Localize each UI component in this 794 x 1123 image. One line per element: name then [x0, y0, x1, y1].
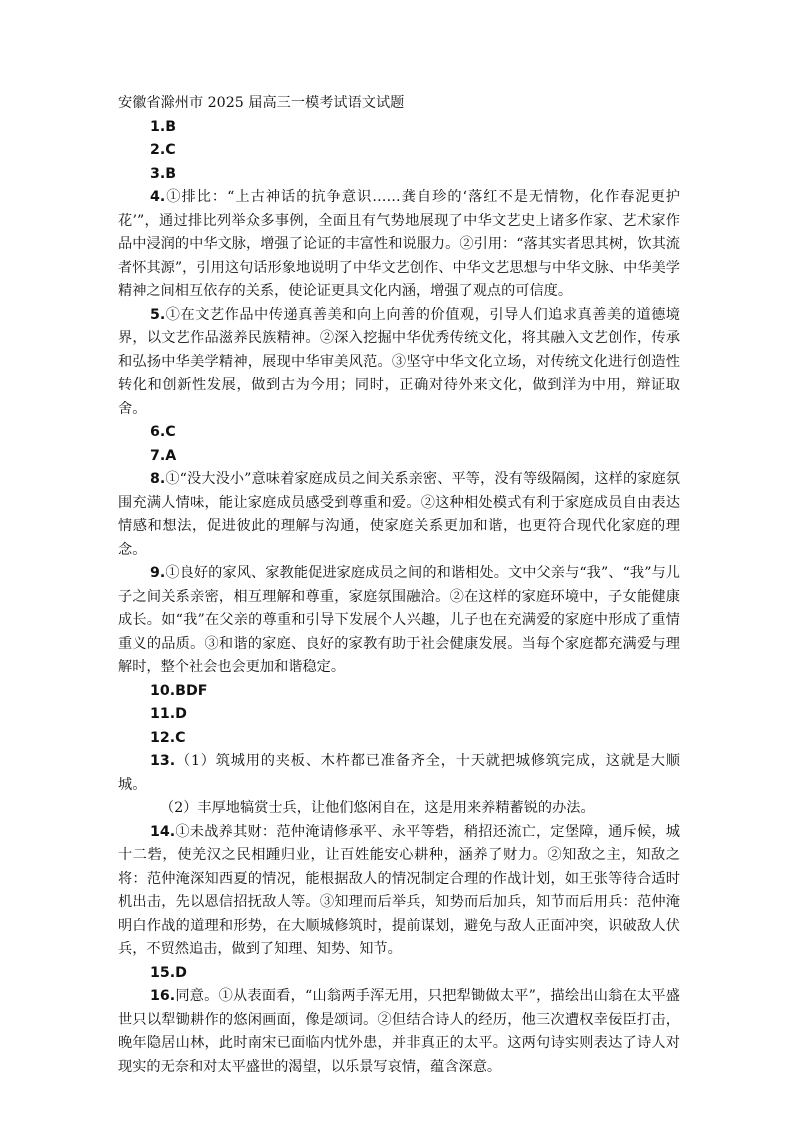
- answer-text: C: [165, 424, 176, 440]
- answer-number: 2.: [150, 142, 166, 158]
- answer-item-13-part-2: （2）丰厚地犒赏士兵，让他们悠闲自在，这是用来养精蓄锐的办法。: [160, 800, 595, 816]
- answer-text: （1）筑城用的夹板、木杵都已准备齐全，十天就把城修筑完成，这就是大顺城。: [118, 753, 680, 793]
- answer-item-4: [118, 186, 680, 304]
- answer-text: C: [175, 729, 186, 746]
- answer-number: 8.: [150, 471, 166, 487]
- answer-item-6: [118, 421, 680, 445]
- answer-item-1: [118, 116, 680, 140]
- answer-number: 4.: [150, 189, 166, 205]
- answer-text: ①未战养其财：范仲淹请修承平、永平等砦，稍招还流亡，定堡障，通斥候，城十二砦，使羌汉之民相踵归业，让百姓能安心耕种，涵养了财力。②知敌之主，知敌之将：范仲淹深知西夏的情况，能根据敌人的情况制定合理的作战计划，如王张等待合适时机出击，先以恩信招抚敌人等。③知理而后举兵，知势而后加兵，知节而后用兵：范仲淹明白作战的道理和形势，在大顺城修筑时，提前谋划，避免与敌人正面冲突，识破敌人伏兵，不贸然追击，做到了知理、知势、知节。: [118, 823, 680, 957]
- answer-number: 14.: [150, 823, 176, 840]
- answer-text: ①排比：“上古神话的抗争意识……龚自珍的‘落红不是无情物，化作春泥更护花’”，通过排比列举众多事例，全面且有气势地展现了中华文艺史上诸多作家、艺术家作品中浸润的中华文脉，增强了论证的丰富性和说服力。②引用：“落其实者思其树，饮其流者怀其源”，引用这句话形象地说明了中华文艺创作、中华文艺思想与中华文脉、中华美学精神之间相互依存的关系，使论证更具文化内涵，增强了观点的可信度。: [118, 189, 680, 299]
- answer-number: 10.: [150, 682, 176, 699]
- answer-number: 13.: [150, 753, 176, 769]
- answer-text: B: [165, 165, 177, 182]
- answer-text: 同意。①从表面看，“山翁两手浑无用，只把犁锄做太平”，描绘出山翁在太平盛世只以犁锄耕作的悠闲画面，像是颂词。②但结合诗人的经历，他三次遭权幸佞臣打击，晚年隐居山林，此时南宋已面临内忧外患，并非真正的太平。这两句诗实则表达了诗人对现实的无奈和对太平盛世的渴望，以乐景写哀情，蕴含深意。: [118, 988, 680, 1075]
- answer-text: D: [175, 964, 187, 981]
- answer-item-11: [118, 703, 680, 727]
- answer-item-16: [118, 985, 680, 1079]
- answer-number: 16.: [150, 988, 176, 1004]
- answer-text: BDF: [175, 682, 208, 699]
- answer-item-12: [118, 727, 680, 751]
- answer-item-5: [118, 304, 680, 422]
- answer-item-15: [118, 962, 680, 986]
- answer-number: 11.: [150, 706, 176, 722]
- answer-item-7: [118, 445, 680, 469]
- answer-text: D: [175, 706, 187, 722]
- answer-number: 3.: [150, 165, 166, 182]
- document-title: 安徽省滁州市 2025 届高三一模考试语文试题: [118, 95, 405, 111]
- answer-number: 1.: [150, 118, 166, 135]
- answer-number: 7.: [150, 447, 166, 464]
- answer-text: B: [165, 118, 177, 135]
- answer-item-2: [118, 139, 680, 163]
- answer-text: C: [165, 142, 176, 158]
- answer-text: A: [165, 447, 177, 464]
- answer-number: 5.: [150, 306, 166, 323]
- answer-number: 15.: [150, 964, 176, 981]
- answer-item-9: [118, 562, 680, 680]
- answer-item-3: [118, 163, 680, 187]
- answer-text: ①良好的家风、家教能促进家庭成员之间的和谐相处。文中父亲与“我”、“我”与儿子之间关系亲密，相互理解和尊重，家庭氛围融洽。②在这样的家庭环境中，子女能健康成长。如“我”在父亲的尊重和引导下发展个人兴趣，儿子也在充满爱的家庭中形成了重情重义的品质。③和谐的家庭、良好的家教有助于社会健康发展。当每个家庭都充满爱与理解时，整个社会也会更加和谐稳定。: [118, 565, 680, 675]
- answer-document: [118, 92, 680, 1079]
- answer-text: ①在文艺作品中传递真善美和向上向善的价值观，引导人们追求真善美的道德境界，以文艺作品滋养民族精神。②深入挖掘中华优秀传统文化，将其融入文艺创作，传承和弘扬中华美学精神，展现中华审美风范。③坚守中华文化立场，对传统文化进行创造性转化和创新性发展，做到古为今用；同时，正确对待外来文化，做到洋为中用，辩证取舍。: [118, 306, 680, 417]
- answer-item-13: [118, 750, 680, 797]
- answer-item-10: [118, 680, 680, 704]
- answer-number: 12.: [150, 729, 176, 746]
- answer-item-14: [118, 821, 680, 962]
- answer-number: 9.: [150, 565, 166, 581]
- answer-number: 6.: [150, 424, 166, 440]
- answer-item-8: [118, 468, 680, 562]
- answer-text: ①“没大没小”意味着家庭成员之间关系亲密、平等，没有等级隔阂，这样的家庭氛围充满人情味，能让家庭成员感受到尊重和爱。②这种相处模式有利于家庭成员自由表达情感和想法，促进彼此的理解与沟通，使家庭关系更加和谐，也更符合现代化家庭的理念。: [118, 471, 680, 558]
